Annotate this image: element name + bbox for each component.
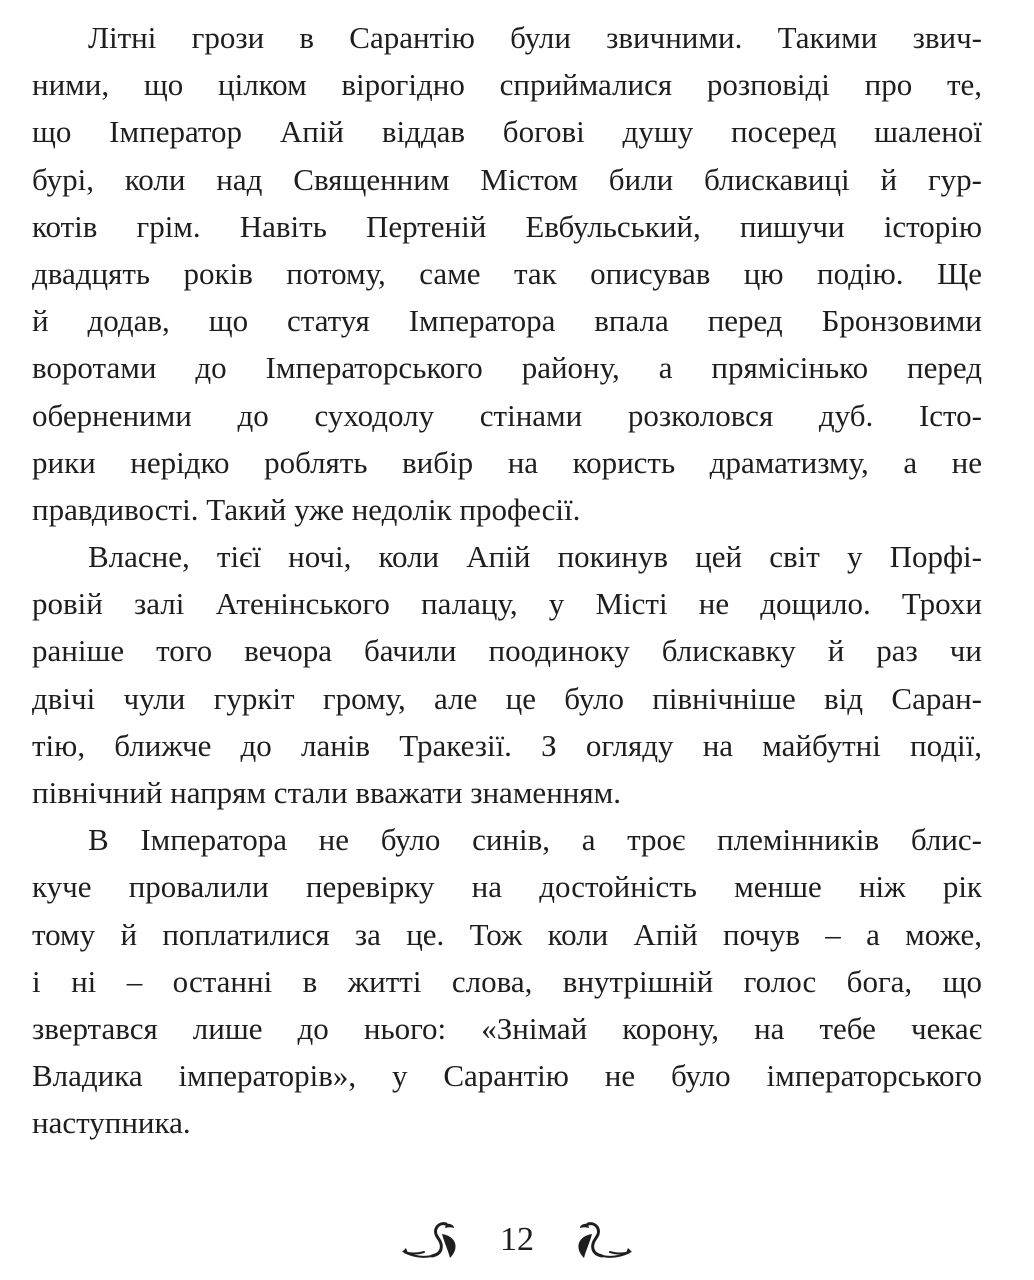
text-line: що Імператор Апій віддав богові душу посеред шаленої: [32, 114, 982, 150]
text-line: раніше того вечора бачили поодиноку блискавку й раз чи: [32, 633, 982, 669]
text-line: і ні – останні в житті слова, внутрішній голос бога, що: [32, 963, 982, 999]
page-number: 12: [500, 1221, 534, 1258]
swan-ornament-icon: [398, 1218, 482, 1262]
swan-ornament-icon: [552, 1218, 636, 1262]
text-line: воротами до Імператорського району, а прямісінько перед: [32, 350, 982, 386]
text-line: Владика імператорів», у Сарантію не було імператорського: [32, 1058, 982, 1094]
text-line: й додав, що статуя Імператора впала перед Бронзовими: [32, 303, 982, 339]
text-line: ними, що цілком вірогідно сприймалися розповіді про те,: [32, 67, 982, 103]
text-line: тію, ближче до ланів Тракезії. З огляду на майбутні події,: [32, 727, 982, 763]
text-line: наступника.: [32, 1105, 191, 1141]
text-line: В Імператора не було синів, а троє племінників блис-: [88, 822, 982, 858]
text-line: північний напрям стали вважати знаменням.: [32, 775, 621, 810]
text-line: оберненими до суходолу стінами розколовся дуб. Істо-: [32, 397, 982, 433]
text-line: куче провалили перевірку на достойність менше ніж рік: [32, 869, 982, 905]
text-line: бурі, коли над Священним Містом били блискавиці й гур-: [32, 161, 982, 197]
text-line: звертався лише до нього: «Знімай корону, на тебе чекає: [32, 1010, 982, 1046]
page-footer: [0, 1212, 1034, 1268]
text-line: Літні грози в Сарантію були звичними. Такими звич-: [88, 20, 982, 55]
text-line: двічі чули гуркіт грому, але це було північніше від Саран-: [32, 680, 982, 716]
text-line: тому й поплатилися за це. Тож коли Апій почув – а може,: [32, 916, 982, 952]
text-line: ровій залі Атенінського палацу, у Місті не дощило. Трохи: [32, 586, 982, 622]
text-line: двадцять років потому, саме так описував цю подію. Ще: [32, 255, 982, 291]
text-line: Власне, тієї ночі, коли Апій покинув цей світ у Порфі-: [88, 539, 982, 575]
text-line: правдивості. Такий уже недолік професії.: [32, 491, 581, 527]
text-line: рики нерідко роблять вибір на користь драматизму, а не: [32, 444, 982, 480]
page-body: [32, 14, 982, 1147]
text-line: котів грім. Навіть Пертеній Евбульський, пишучи історію: [32, 208, 982, 244]
